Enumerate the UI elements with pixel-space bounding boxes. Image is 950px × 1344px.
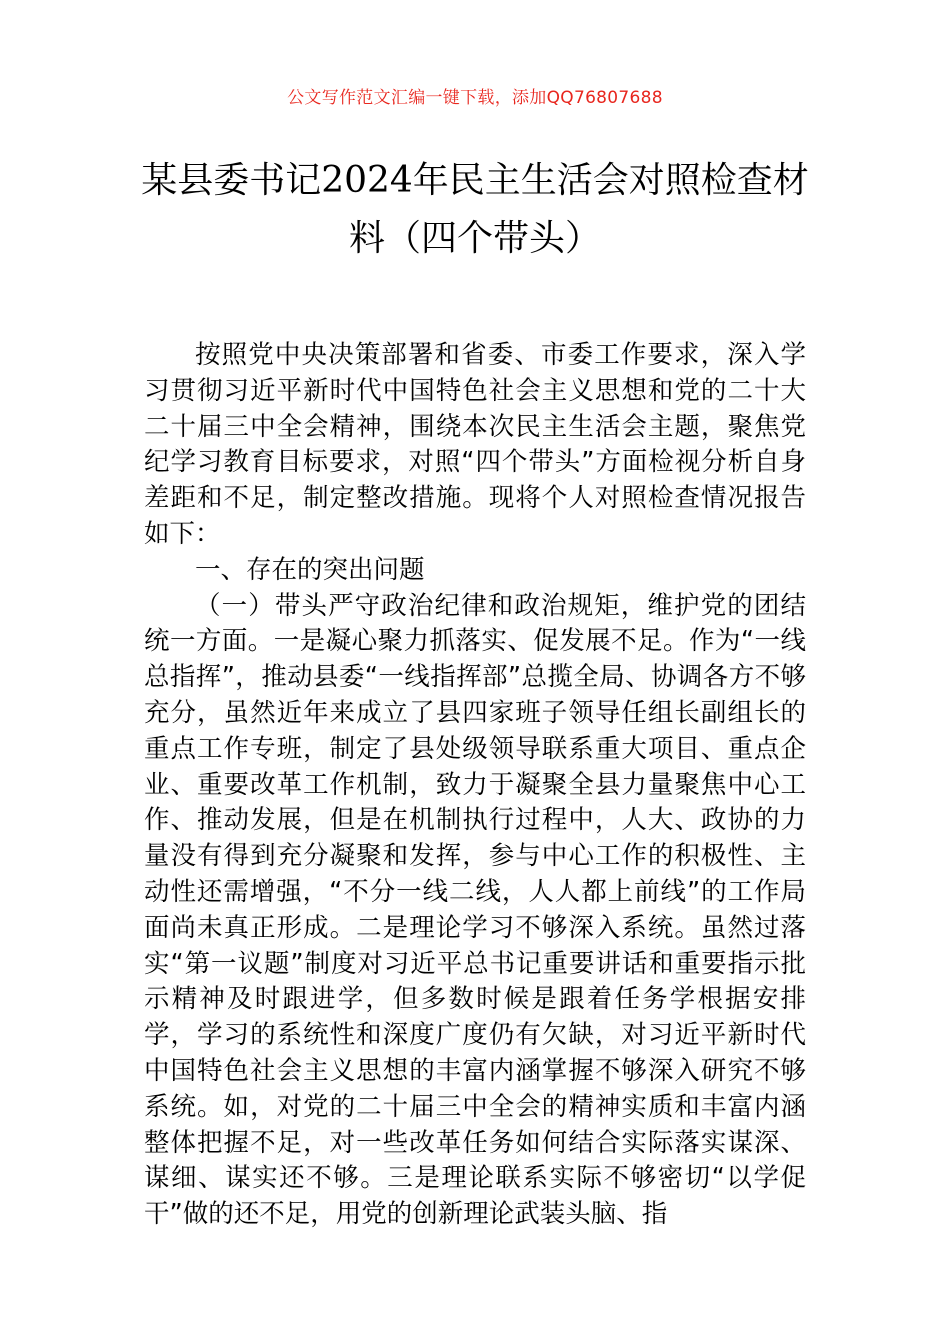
intro-paragraph: 按照党中央决策部署和省委、市委工作要求，深入学习贯彻习近平新时代中国特色社会主义思想和党的二十大二十届三中全会精神，围绕本次民主生活会主题，聚焦党纪学习教育目标要求，对照“四个带头”方面检视分析自身差距和不足，制定整改措施。现将个人对照检查情况报告如下：: [144, 340, 806, 549]
section-heading: 一、存在的突出问题: [195, 554, 425, 585]
download-banner: 公文写作范文汇编一键下载，添加QQ76807688: [287, 88, 663, 108]
document-body: [144, 338, 806, 1233]
body-paragraph: （一）带头严守政治纪律和政治规矩，维护党的团结统一方面。一是凝心聚力抓落实、促发展不足。作为“一线总指挥”，推动县委“一线指挥部”总揽全局、协调各方不够充分，虽然近年来成立了县四家班子领导任组长副组长的重点工作专班，制定了县处级领导联系重大项目、重点企业、重要改革工作机制，致力于凝聚全县力量聚焦中心工作、推动发展，但是在机制执行过程中，人大、政协的力量没有得到充分凝聚和发挥，参与中心工作的积极性、主动性还需增强，“不分一线二线，人人都上前线”的工作局面尚未真正形成。二是理论学习不够深入系统。虽然过落实“第一议题”制度对习近平总书记重要讲话和重要指示批示精神及时跟进学，但多数时候是跟着任务学根据安排学，学习的系统性和深度广度仍有欠缺，对习近平新时代中国特色社会主义思想的丰富内涵掌握不够深入研究不够系统。如，对党的二十届三中全会的精神实质和丰富内涵整体把握不足，对一些改革任务如何结合实际落实谋深、谋细、谋实还不够。三是理论联系实际不够密切“以学促干”做的还不足，用党的创新理论武装头脑、指: [144, 590, 806, 1230]
document-title: 某县委书记2024年民主生活会对照检查材料（四个带头）: [141, 160, 809, 259]
